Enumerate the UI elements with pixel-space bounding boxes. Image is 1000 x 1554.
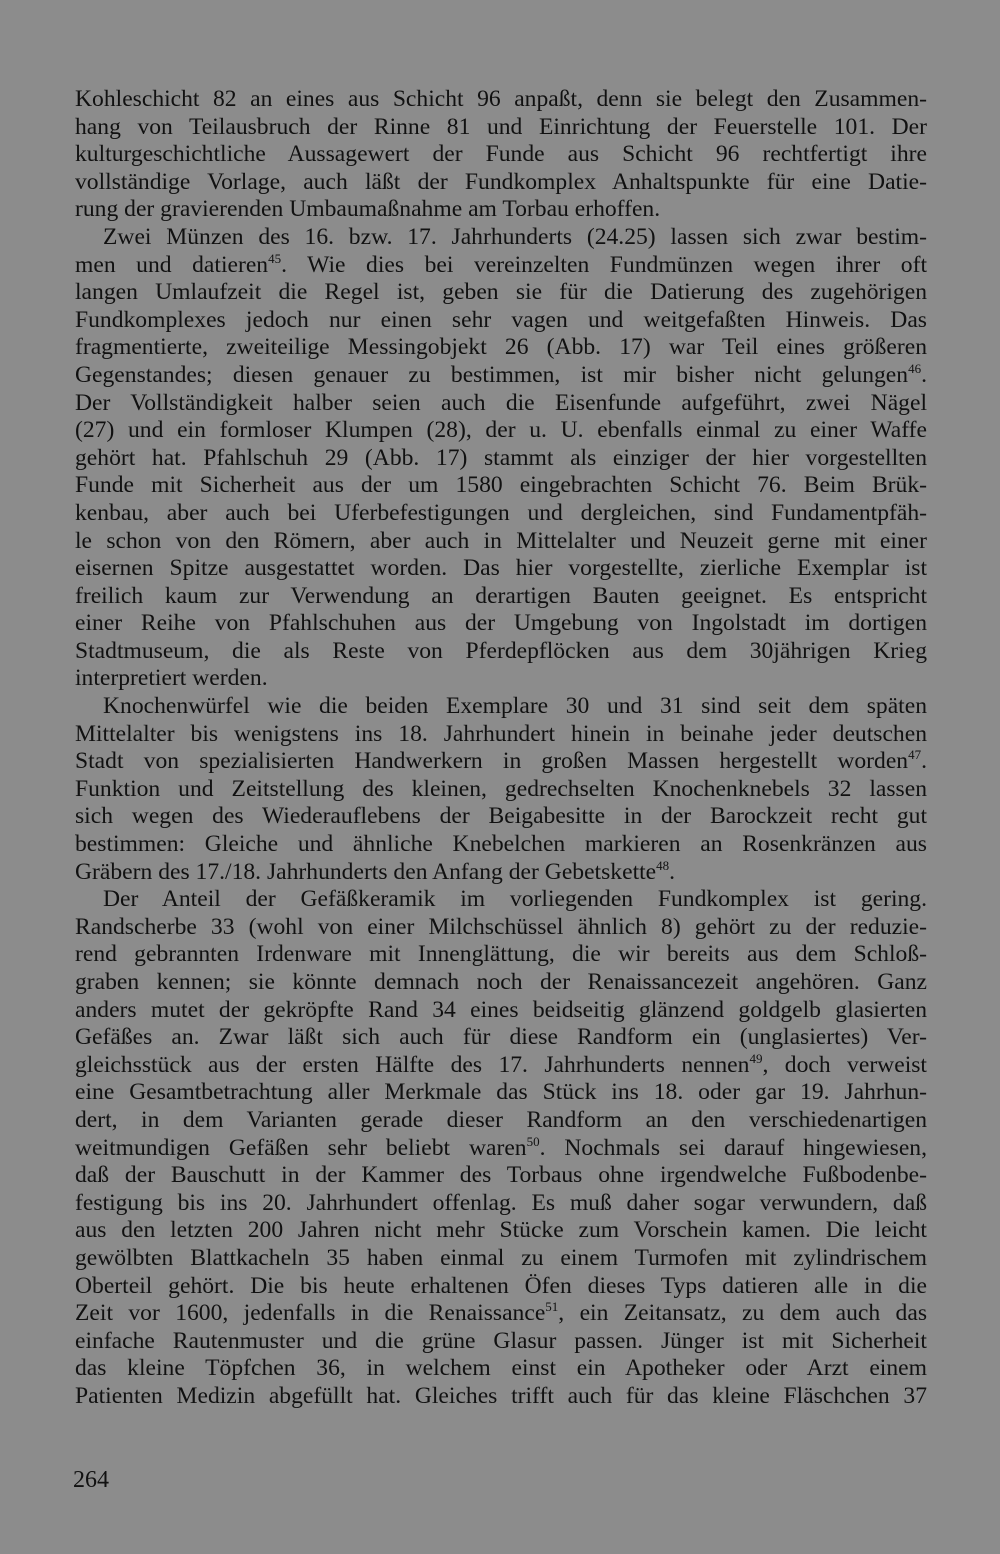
footnote-reference: 47 bbox=[908, 747, 922, 763]
text-line bbox=[75, 279, 927, 307]
text-line-content: rend gebrannten Irdenware mit Innenglättung, die wir bereits aus dem Schloß- bbox=[75, 941, 927, 968]
text-line-continuation: , doch verweist bbox=[762, 1051, 927, 1078]
text-line bbox=[75, 334, 927, 362]
text-line-content: gleichsstück aus der ersten Hälfte des 17. Jahrhunderts nennen bbox=[75, 1051, 750, 1078]
text-line bbox=[75, 141, 927, 169]
text-line bbox=[75, 362, 927, 390]
text-line-content: rung der gravierenden Umbaumaßnahme am Torbau erhoffen. bbox=[75, 196, 661, 223]
text-line bbox=[75, 776, 927, 804]
text-line bbox=[75, 859, 927, 887]
text-line-content: eine Gesamtbetrachtung aller Merkmale das Stück ins 18. oder gar 19. Jahrhun- bbox=[75, 1079, 927, 1106]
text-line bbox=[75, 1328, 927, 1356]
text-line bbox=[75, 1135, 927, 1163]
text-line-content: fragmentierte, zweiteilige Messingobjekt 26 (Abb. 17) war Teil eines größeren bbox=[75, 334, 927, 361]
text-line bbox=[75, 472, 927, 500]
footnote-reference: 51 bbox=[545, 1299, 559, 1315]
text-line bbox=[75, 748, 927, 776]
text-line bbox=[75, 1024, 927, 1052]
text-line bbox=[75, 831, 927, 859]
text-line-content: Funde mit Sicherheit aus der um 1580 eingebrachten Schicht 76. Beim Brük- bbox=[75, 472, 927, 499]
text-line-content: dert, in dem Varianten gerade dieser Randform an den verschiedenartigen bbox=[75, 1106, 927, 1133]
text-line bbox=[75, 1162, 927, 1190]
page-number: 264 bbox=[73, 1467, 109, 1493]
text-line bbox=[75, 1217, 927, 1245]
text-line-content: Kohleschicht 82 an eines aus Schicht 96 anpaßt, denn sie belegt den Zusammen- bbox=[75, 86, 927, 112]
text-line bbox=[75, 252, 927, 280]
text-line bbox=[75, 1273, 927, 1301]
text-line-content: Knochenwürfel wie die beiden Exemplare 30 und 31 sind seit dem späten bbox=[103, 693, 927, 720]
text-line bbox=[75, 500, 927, 528]
text-line-content: Stadtmuseum, die als Reste von Pferdepflöcken aus dem 30jährigen Krieg bbox=[75, 637, 927, 664]
text-line bbox=[75, 445, 927, 473]
text-line bbox=[75, 914, 927, 942]
text-line-content: daß der Bauschutt in der Kammer des Torbaus ohne irgendwelche Fußbodenbe- bbox=[75, 1162, 927, 1189]
text-line bbox=[75, 1190, 927, 1218]
text-line-content: kulturgeschichtliche Aussagewert der Funde aus Schicht 96 rechtfertigt ihre bbox=[75, 141, 927, 168]
footnote-reference: 45 bbox=[268, 250, 282, 266]
text-line-content: (27) und ein formloser Klumpen (28), der u. U. ebenfalls einmal zu einer Waffe bbox=[75, 417, 927, 444]
body-text bbox=[75, 86, 927, 1411]
text-line bbox=[75, 1300, 927, 1328]
footnote-reference: 49 bbox=[749, 1050, 763, 1066]
text-line bbox=[75, 1355, 927, 1383]
text-line-content: weitmundigen Gefäßen sehr beliebt waren bbox=[75, 1134, 527, 1161]
text-line-content: Der Vollständigkeit halber seien auch die Eisenfunde aufgeführt, zwei Nägel bbox=[75, 389, 927, 416]
footnote-reference: 48 bbox=[656, 857, 670, 873]
text-line-content: men und datieren bbox=[75, 251, 269, 278]
text-line-continuation: . bbox=[669, 858, 676, 885]
text-line-content: Gräbern des 17./18. Jahrhunderts den Anfang der Gebetskette bbox=[75, 858, 657, 885]
text-line-content: Oberteil gehört. Die bis heute erhaltenen Öfen dieses Typs datieren alle in die bbox=[75, 1272, 927, 1299]
text-line-content: langen Umlaufzeit die Regel ist, geben sie für die Datierung des zugehörigen bbox=[75, 279, 927, 306]
text-line-content: das kleine Töpfchen 36, in welchem einst ein Apotheker oder Arzt einem bbox=[75, 1355, 927, 1382]
text-line-content: eisernen Spitze ausgestattet worden. Das hier vorgestellte, zierliche Exemplar ist bbox=[75, 555, 927, 582]
text-line-content: Fundkomplexes jedoch nur einen sehr vagen und weitgefaßten Hinweis. Das bbox=[75, 306, 927, 333]
text-line bbox=[75, 555, 927, 583]
text-line-content: Patienten Medizin abgefüllt hat. Gleiches trifft auch für das kleine Fläschchen 37 bbox=[75, 1382, 927, 1409]
text-line-content: vollständige Vorlage, auch läßt der Fundkomplex Anhaltspunkte für eine Datie- bbox=[75, 168, 927, 195]
text-line bbox=[75, 169, 927, 197]
text-line bbox=[75, 721, 927, 749]
text-line bbox=[75, 224, 927, 252]
text-line bbox=[75, 1052, 927, 1080]
text-line bbox=[75, 528, 927, 556]
text-line-content: Der Anteil der Gefäßkeramik im vorliegenden Fundkomplex ist gering. bbox=[103, 886, 927, 913]
text-line-content: Randscherbe 33 (wohl von einer Milchschüssel ähnlich 8) gehört zu der reduzie- bbox=[75, 913, 927, 940]
text-line-content: Funktion und Zeitstellung des kleinen, gedrechselten Knochenknebels 32 lassen bbox=[75, 775, 927, 802]
text-line bbox=[75, 969, 927, 997]
text-line-content: bestimmen: Gleiche und ähnliche Knebelchen markieren an Rosenkränzen aus bbox=[75, 831, 927, 858]
text-line bbox=[75, 1079, 927, 1107]
text-line bbox=[75, 886, 927, 914]
text-line-content: aus den letzten 200 Jahren nicht mehr Stücke zum Vorschein kamen. Die leicht bbox=[75, 1217, 927, 1244]
text-line-content: kenbau, aber auch bei Uferbefestigungen und dergleichen, sind Fundamentpfäh- bbox=[75, 499, 927, 526]
text-line-content: Stadt von spezialisierten Handwerkern in großen Massen hergestellt worden bbox=[75, 748, 909, 775]
footnote-reference: 46 bbox=[908, 360, 922, 376]
text-line bbox=[75, 1107, 927, 1135]
text-line bbox=[75, 610, 927, 638]
text-line bbox=[75, 638, 927, 666]
text-line-content: Zeit vor 1600, jedenfalls in die Renaissance bbox=[75, 1300, 546, 1327]
text-line bbox=[75, 1383, 927, 1411]
text-line-content: Gefäßes an. Zwar läßt sich auch für diese Randform ein (unglasiertes) Ver- bbox=[75, 1024, 927, 1051]
text-line-content: Zwei Münzen des 16. bzw. 17. Jahrhunderts (24.25) lassen sich zwar bestim- bbox=[103, 223, 927, 250]
text-line bbox=[75, 417, 927, 445]
text-line-content: anders mutet der gekröpfte Rand 34 eines beidseitig glänzend goldgelb glasierten bbox=[75, 996, 927, 1023]
text-line-content: Mittelalter bis wenigstens ins 18. Jahrhundert hinein in beinahe jeder deutschen bbox=[75, 720, 927, 747]
text-line-continuation: . bbox=[921, 361, 927, 388]
footnote-reference: 50 bbox=[526, 1133, 540, 1149]
text-line bbox=[75, 86, 927, 114]
text-line-content: graben kennen; sie könnte demnach noch der Renaissancezeit angehören. Ganz bbox=[75, 969, 927, 995]
text-line bbox=[75, 941, 927, 969]
text-line-content: le schon von den Römern, aber auch in Mittelalter und Neuzeit gerne mit einer bbox=[75, 527, 927, 554]
text-line-content: festigung bis ins 20. Jahrhundert offenlag. Es muß daher sogar verwundern, daß bbox=[75, 1189, 927, 1216]
text-line bbox=[75, 665, 927, 693]
text-line-continuation: . Wie dies bei vereinzelten Fundmünzen wegen ihrer oft bbox=[281, 251, 927, 278]
text-line bbox=[75, 114, 927, 142]
text-line-content: einfache Rautenmuster und die grüne Glasur passen. Jünger ist mit Sicherheit bbox=[75, 1327, 927, 1354]
text-line-continuation: , ein Zeitansatz, zu dem auch das bbox=[558, 1300, 927, 1327]
text-line-content: einer Reihe von Pfahlschuhen aus der Umgebung von Ingolstadt im dortigen bbox=[75, 610, 927, 637]
text-line bbox=[75, 583, 927, 611]
text-line-content: Gegenstandes; diesen genauer zu bestimmen, ist mir bisher nicht gelungen bbox=[75, 361, 909, 388]
text-line bbox=[75, 1245, 927, 1273]
text-line-content: sich wegen des Wiederauflebens der Beigabesitte in der Barockzeit recht gut bbox=[75, 803, 927, 830]
text-line-continuation: . Nochmals sei darauf hingewiesen, bbox=[539, 1134, 927, 1161]
text-line-content: hang von Teilausbruch der Rinne 81 und Einrichtung der Feuerstelle 101. Der bbox=[75, 113, 927, 140]
text-line bbox=[75, 803, 927, 831]
text-line bbox=[75, 196, 927, 224]
text-line bbox=[75, 693, 927, 721]
text-line bbox=[75, 307, 927, 335]
text-line-content: gewölbten Blattkacheln 35 haben einmal zu einem Turmofen mit zylindrischem bbox=[75, 1244, 927, 1271]
text-line-continuation: . bbox=[921, 748, 927, 775]
text-line-content: gehört hat. Pfahlschuh 29 (Abb. 17) stammt als einziger der hier vorgestellten bbox=[75, 444, 927, 471]
text-line-content: interpretiert werden. bbox=[75, 665, 268, 692]
text-line bbox=[75, 390, 927, 418]
text-line-content: freilich kaum zur Verwendung an derartigen Bauten geeignet. Es entspricht bbox=[75, 582, 927, 609]
text-line bbox=[75, 997, 927, 1025]
